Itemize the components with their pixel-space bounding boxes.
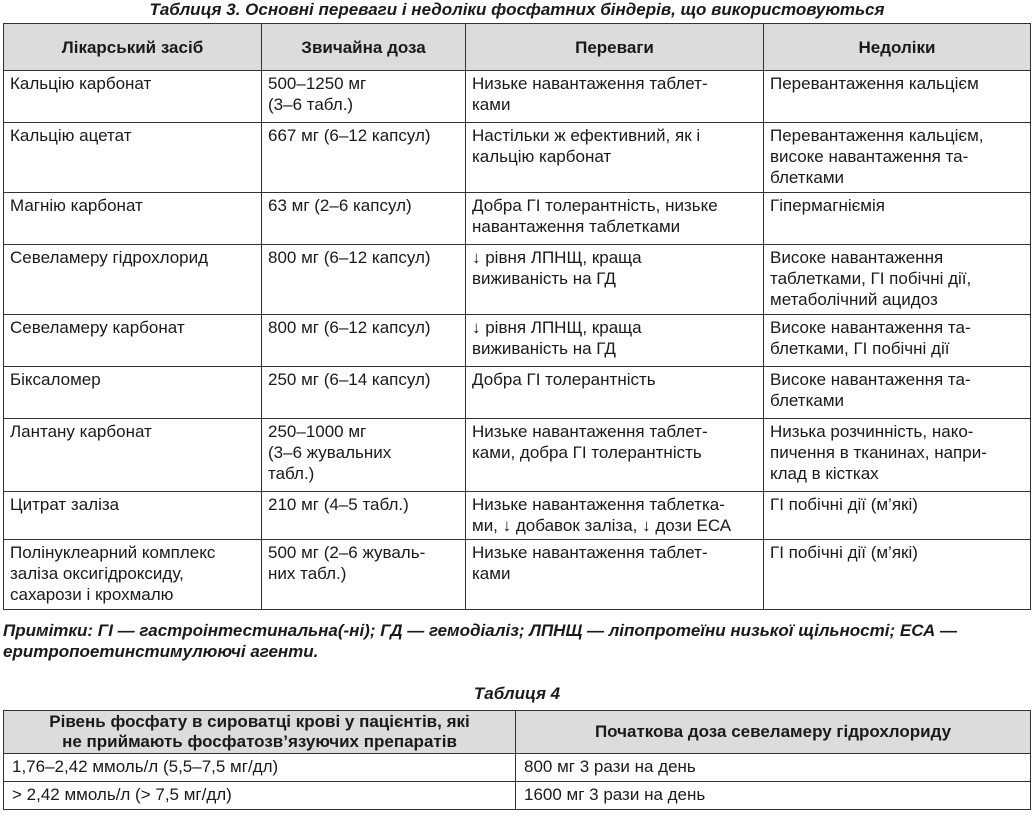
disadvantages-cell: Гіпермагніємія	[764, 193, 1031, 245]
disadvantages-cell: ГІ побічні дії (м’які)	[764, 540, 1031, 610]
phosphate-level-cell: > 2,42 ммоль/л (> 7,5 мг/дл)	[4, 782, 516, 810]
drug-cell: Полінуклеарний комплекс заліза оксигідроксиду, сахарози і крохмалю	[4, 540, 262, 610]
disadvantages-cell: Високе навантаження таблетками, ГІ побічні дії, метаболічний ацидоз	[764, 245, 1031, 315]
table-row	[4, 123, 1031, 193]
disadvantages-cell: Високе навантаження та- блетками, ГІ побічні дії	[764, 315, 1031, 367]
table-row	[4, 782, 1031, 810]
dose-cell: 667 мг (6–12 капсул)	[262, 123, 466, 193]
advantages-cell: Низьке навантаження таблетка- ми, ↓ добавок заліза, ↓ дози ЕСА	[466, 492, 764, 540]
dose-cell: 250–1000 мг (3–6 жувальних табл.)	[262, 419, 466, 492]
table-header-row	[4, 24, 1031, 71]
drug-cell: Севеламеру гідрохлорид	[4, 245, 262, 315]
drug-cell: Магнію карбонат	[4, 193, 262, 245]
table-row	[4, 367, 1031, 419]
dose-cell: 800 мг (6–12 капсул)	[262, 315, 466, 367]
advantages-cell: ↓ рівня ЛПНЩ, краща виживаність на ГД	[466, 245, 764, 315]
drug-cell: Кальцію карбонат	[4, 71, 262, 123]
dose-cell: 800 мг (6–12 капсул)	[262, 245, 466, 315]
table-row	[4, 540, 1031, 610]
drug-cell: Біксаломер	[4, 367, 262, 419]
table-row	[4, 492, 1031, 540]
table-header-row	[4, 711, 1031, 754]
disadvantages-cell: Перевантаження кальцієм	[764, 71, 1031, 123]
table3-note: Примітки: ГІ — гастроінтестинальна(-ні); ГД — гемодіаліз; ЛПНЩ — ліпопротеїни низької щільності; ЕСА — еритропоетинстимулюючі агенти.	[3, 621, 958, 661]
drug-cell: Севеламеру карбонат	[4, 315, 262, 367]
dose-cell: 500 мг (2–6 жуваль- них табл.)	[262, 540, 466, 610]
dose-cell: 63 мг (2–6 капсул)	[262, 193, 466, 245]
advantages-cell: ↓ рівня ЛПНЩ, краща виживаність на ГД	[466, 315, 764, 367]
table-row	[4, 193, 1031, 245]
advantages-cell: Настільки ж ефективний, як і кальцію карбонат	[466, 123, 764, 193]
header-drug: Лікарський засіб	[4, 24, 262, 71]
table4-caption: Таблиця 4	[473, 684, 561, 703]
table3-caption: Таблиця 3. Основні переваги і недоліки фосфатних біндерів, що використовуються	[149, 0, 885, 19]
sevelamer-dose-table	[3, 710, 1031, 810]
header-starting-dose: Початкова доза севеламеру гідрохлориду	[516, 711, 1031, 754]
header-disadvantages: Недоліки	[764, 24, 1031, 71]
starting-dose-cell: 800 мг 3 рази на день	[516, 754, 1031, 782]
starting-dose-cell: 1600 мг 3 рази на день	[516, 782, 1031, 810]
advantages-cell: Добра ГІ толерантність, низьке навантаження таблетками	[466, 193, 764, 245]
dose-cell: 250 мг (6–14 капсул)	[262, 367, 466, 419]
header-dose: Звичайна доза	[262, 24, 466, 71]
table-row	[4, 754, 1031, 782]
drug-cell: Цитрат заліза	[4, 492, 262, 540]
advantages-cell: Низьке навантаження таблет- ками	[466, 540, 764, 610]
dose-cell: 500–1250 мг (3–6 табл.)	[262, 71, 466, 123]
table-row	[4, 71, 1031, 123]
advantages-cell: Низьке навантаження таблет- ками, добра ГІ толерантність	[466, 419, 764, 492]
dose-cell: 210 мг (4–5 табл.)	[262, 492, 466, 540]
header-phosphate-level: Рівень фосфату в сироватці крові у пацієнтів, які не приймають фосфатозв’язуючих препаратів	[4, 711, 516, 754]
disadvantages-cell: Перевантаження кальцієм, високе навантаження та- блетками	[764, 123, 1031, 193]
table-row	[4, 419, 1031, 492]
advantages-cell: Низьке навантаження таблет- ками	[466, 71, 764, 123]
drug-cell: Кальцію ацетат	[4, 123, 262, 193]
disadvantages-cell: ГІ побічні дії (м’які)	[764, 492, 1031, 540]
disadvantages-cell: Високе навантаження та- блетками	[764, 367, 1031, 419]
disadvantages-cell: Низька розчинність, нако- пичення в тканинах, напри- клад в кістках	[764, 419, 1031, 492]
phosphate-binders-table	[3, 23, 1031, 610]
advantages-cell: Добра ГІ толерантність	[466, 367, 764, 419]
phosphate-level-cell: 1,76–2,42 ммоль/л (5,5–7,5 мг/дл)	[4, 754, 516, 782]
table-row	[4, 245, 1031, 315]
header-advantages: Переваги	[466, 24, 764, 71]
drug-cell: Лантану карбонат	[4, 419, 262, 492]
table-row	[4, 315, 1031, 367]
